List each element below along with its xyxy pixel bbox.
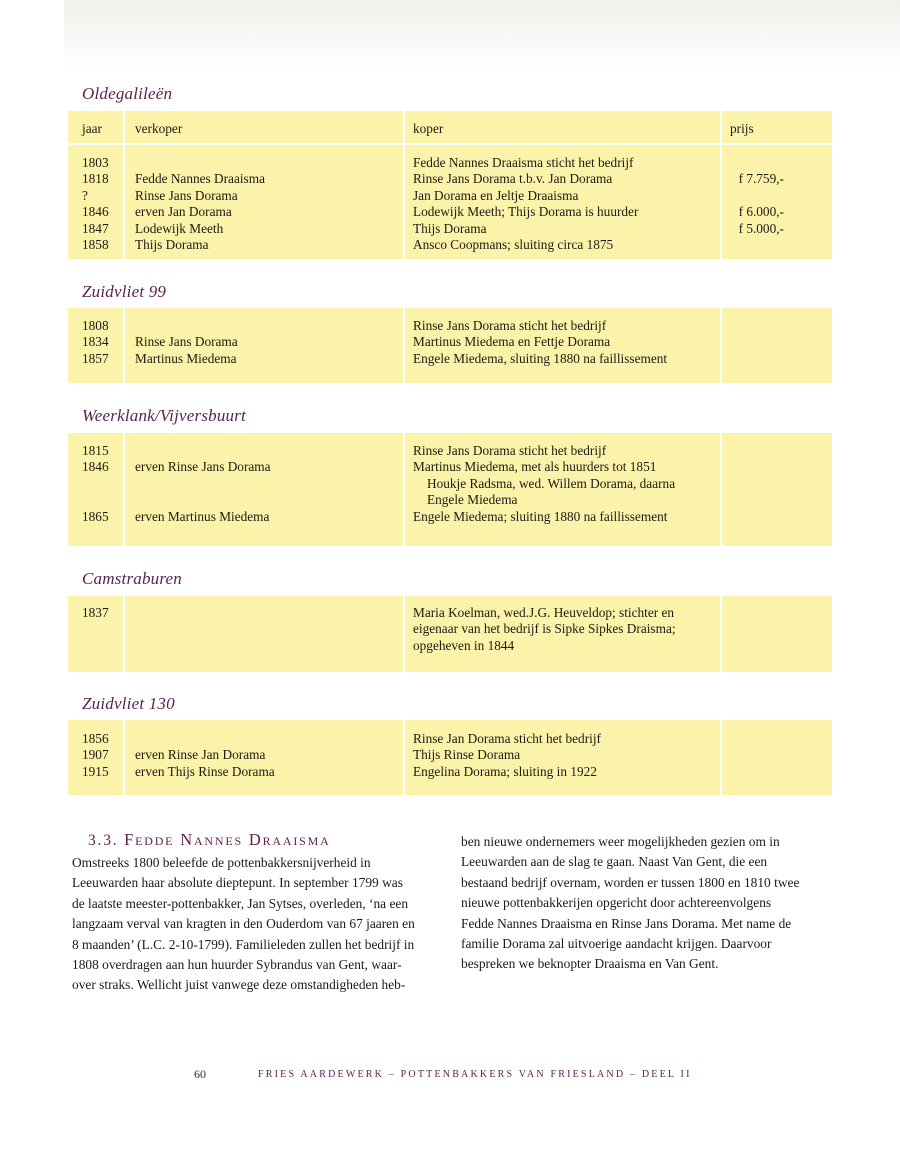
text-line: nieuwe pottenbakkerijen opgericht door achtereenvolgens (461, 895, 772, 911)
cell-verkoper: Thijs Dorama (135, 237, 209, 253)
cell-verkoper: Martinus Miedema (135, 350, 237, 366)
cell-verkoper: erven Rinse Jans Dorama (135, 459, 271, 475)
text-line: 8 maanden’ (L.C. 2-10-1799). Familieleden zullen het bedrijf in (72, 936, 415, 952)
running-title: FRIES AARDEWERK – POTTENBAKKERS VAN FRIESLAND – DEEL II (258, 1069, 692, 1080)
text-line: langzaam verval van kragten in den Ouderdom van 67 jaaren en (72, 916, 415, 932)
cell-koper: eigenaar van het bedrijf is Sipke Sipkes Draisma; (413, 621, 676, 637)
cell-jaar (82, 492, 109, 508)
text-line: familie Dorama zal uitvoerige aandacht krijgen. Daarvoor (461, 936, 772, 952)
text-line: Fedde Nannes Draaisma en Rinse Jans Dorama. Met name de (461, 915, 792, 931)
section-number: 3.3. (88, 832, 119, 849)
page-number: 60 (194, 1067, 206, 1081)
cell-koper: Engele Miedema (427, 492, 518, 508)
column-verkoper (135, 155, 265, 253)
table-title-camstraburen: Camstraburen (82, 569, 183, 588)
column-jaar (82, 731, 109, 780)
cell-prijs: f 5.000,- (738, 220, 784, 236)
cell-verkoper (135, 318, 238, 334)
section-title: Fedde Nannes Draaisma (124, 830, 331, 849)
cell-jaar: 1857 (82, 350, 109, 366)
text-line: 1808 overdragen aan hun huurder Sybrandus van Gent, waar- (72, 957, 402, 973)
table-weerklank-vijversbuurt (68, 433, 832, 546)
cell-jaar: ? (82, 187, 88, 203)
section-heading (88, 830, 331, 850)
column-jaar (82, 443, 109, 525)
cell-verkoper: erven Jan Dorama (135, 204, 232, 220)
cell-jaar: 1847 (82, 220, 109, 236)
column-koper (413, 731, 601, 780)
text-line: Leeuwarden aan de slag te gaan. Naast Van Gent, die een (461, 854, 768, 870)
cell-jaar: 1846 (82, 459, 109, 475)
column-koper (413, 318, 667, 367)
cell-koper: Engelina Dorama; sluiting in 1922 (413, 763, 597, 779)
column-jaar (82, 155, 109, 253)
cell-verkoper (135, 443, 271, 459)
column-koper (413, 605, 676, 654)
cell-prijs: f 7.759,- (738, 171, 784, 187)
cell-jaar (82, 476, 109, 492)
cell-koper: Rinse Jans Dorama sticht het bedrijf (413, 318, 607, 333)
body-column-right (461, 832, 813, 975)
table-zuidvliet-130 (68, 720, 832, 795)
cell-verkoper: Rinse Jans Dorama (135, 334, 238, 350)
cell-prijs: f 6.000,- (738, 204, 784, 220)
table-title-zuidvliet-99: Zuidvliet 99 (82, 282, 167, 301)
cell-jaar: 1856 (82, 731, 109, 746)
cell-koper: Ansco Coopmans; sluiting circa 1875 (413, 237, 614, 253)
column-verkoper (135, 443, 271, 525)
cell-koper: Lodewijk Meeth; Thijs Dorama is huurder (413, 204, 639, 220)
cell-jaar: 1846 (82, 204, 109, 220)
text-line: de laatste meester-pottenbakker, Jan Sytses, overleden, ‘na een (72, 895, 409, 911)
cell-koper: Maria Koelman, wed.J.G. Heuveldop; stichter en (413, 605, 675, 620)
cell-koper: Fedde Nannes Draaisma sticht het bedrijf (413, 155, 634, 170)
column-koper (413, 443, 675, 525)
cell-jaar: 1865 (82, 508, 109, 524)
cell-verkoper: Rinse Jans Dorama (135, 187, 238, 203)
cell-koper: opgeheven in 1844 (413, 637, 515, 653)
table-title-oldegalileen: Oldegalileën (82, 84, 173, 103)
cell-verkoper (135, 476, 271, 492)
table-title-zuidvliet-130: Zuidvliet 130 (82, 694, 175, 713)
table-oldegalileen (68, 111, 832, 259)
cell-koper: Martinus Miedema en Fettje Dorama (413, 334, 611, 350)
cell-koper: Rinse Jans Dorama t.b.v. Jan Dorama (413, 171, 613, 187)
column-verkoper (135, 731, 275, 780)
cell-jaar: 1907 (82, 747, 109, 763)
paragraph (461, 832, 813, 975)
table-camstraburen (68, 596, 832, 672)
header-verkoper: verkoper (135, 121, 183, 136)
cell-koper: Rinse Jan Dorama sticht het bedrijf (413, 731, 601, 746)
text-line: Leeuwarden haar absolute dieptepunt. In september 1799 was (72, 875, 403, 891)
paragraph (72, 853, 424, 996)
cell-prijs (739, 155, 784, 171)
table-title-weerklank-vijversbuurt: Weerklank/Vijversbuurt (82, 406, 246, 425)
cell-verkoper (135, 155, 265, 171)
cell-koper: Engele Miedema; sluiting 1880 na faillissement (413, 508, 668, 524)
cell-koper: Jan Dorama en Jeltje Draaisma (413, 187, 579, 203)
cell-jaar: 1808 (82, 318, 109, 333)
text-line: bespreken we beknopter Draaisma en Van Gent. (461, 956, 719, 972)
cell-prijs (739, 188, 784, 204)
cell-jaar: 1915 (82, 763, 109, 779)
cell-verkoper: Fedde Nannes Draaisma (135, 171, 265, 187)
column-jaar (82, 605, 109, 621)
table-zuidvliet-99 (68, 308, 832, 383)
text-line: Omstreeks 1800 beleefde de pottenbakkersnijverheid in (72, 855, 371, 870)
cell-jaar: 1858 (82, 237, 109, 253)
text-line: bestaand bedrijf overnam, worden er tussen 1800 en 1810 twee (461, 874, 800, 890)
text-line: over straks. Wellicht juist vanwege deze omstandigheden heb- (72, 977, 406, 993)
column-jaar (82, 318, 109, 367)
header-koper: koper (413, 121, 444, 136)
scan-top-shading (64, 0, 900, 70)
cell-verkoper (135, 492, 271, 508)
cell-verkoper: erven Rinse Jan Dorama (135, 747, 266, 763)
column-verkoper (135, 318, 238, 367)
column-prijs (739, 155, 784, 253)
cell-koper: Thijs Rinse Dorama (413, 747, 521, 763)
cell-jaar: 1837 (82, 605, 109, 620)
header-prijs: prijs (730, 121, 754, 136)
text-line: ben nieuwe ondernemers weer mogelijkheden gezien om in (461, 834, 780, 849)
cell-koper: Engele Miedema, sluiting 1880 na faillissement (413, 350, 668, 366)
scan-left-margin (0, 0, 64, 1162)
cell-koper: Rinse Jans Dorama sticht het bedrijf (413, 443, 607, 458)
cell-prijs (739, 237, 784, 253)
column-koper (413, 155, 638, 253)
body-column-left (72, 853, 424, 996)
cell-koper: Martinus Miedema, met als huurders tot 1851 (413, 459, 657, 475)
cell-jaar: 1815 (82, 443, 109, 458)
cell-jaar: 1818 (82, 171, 109, 187)
cell-jaar: 1834 (82, 334, 109, 350)
cell-verkoper: erven Martinus Miedema (135, 508, 270, 524)
cell-koper: Houkje Radsma, wed. Willem Dorama, daarna (427, 475, 676, 491)
cell-koper: Thijs Dorama (413, 220, 487, 236)
cell-verkoper: erven Thijs Rinse Dorama (135, 763, 275, 779)
cell-verkoper (135, 731, 275, 747)
cell-verkoper: Lodewijk Meeth (135, 220, 224, 236)
header-jaar: jaar (82, 121, 102, 136)
cell-jaar: 1803 (82, 155, 109, 170)
